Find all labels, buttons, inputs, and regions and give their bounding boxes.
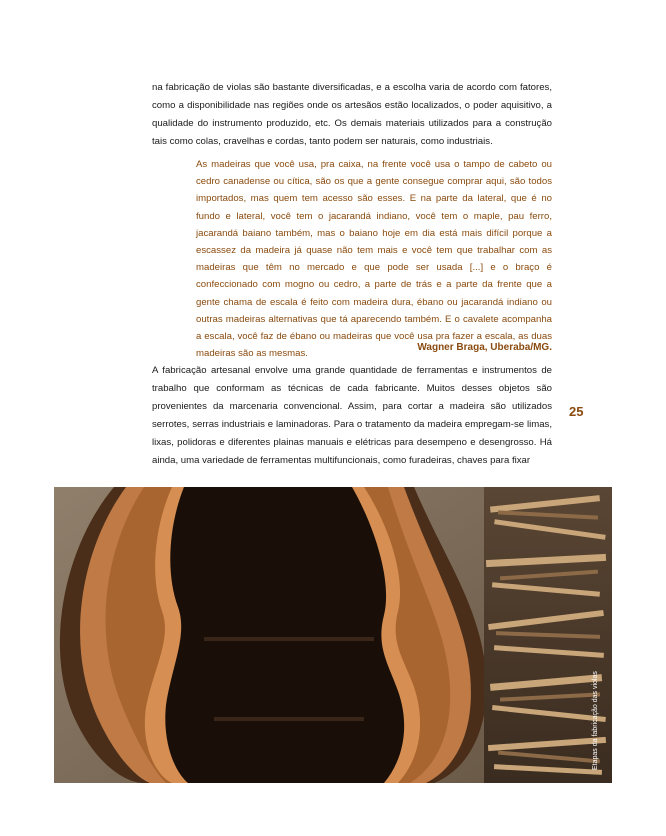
body-paragraph-2: A fabricação artesanal envolve uma grande quantidade de ferramentas e instrumentos de trabalho que conformam as técnicas de cada fabricante. Muitos desses objetos são provenientes da marcenaria convencional. Assim, para cortar a madeira são utilizados serrotes, serras industriais e laminadoras. Para o tratamento da madeira empregam-se limas, lixas, polidoras e diferentes plainas manuais e elétricas para desempeno e desengrosso. Há ainda, uma variedade de ferramentas multifuncionais, como furadeiras, chaves para fixar xyxy=(152,365,552,466)
interview-quote: As madeiras que você usa, pra caixa, na frente você usa o tampo de cabeto ou cedro canadense ou cítica, são os que a gente consegue comprar aqui, são todos importados, mas quem tem acesso são esses. E na parte da lateral, que é no fundo e lateral, você tem o jacarandá indiano, você tem o maple, pau ferro, jacarandá baiano também, mas o baiano hoje em dia está mais difícil porque a escassez da madeira já quase não tem mais e você tem que trabalhar com as madeiras que têm no mercado e que pode ser usada [...] e o braço é confeccionado com mogno ou cedro, a parte de trás e a parte da frente que a gente chama de escala é feito com madeira dura, ébano ou jacarandá indiano ou outras madeiras alternativas que tá aparecendo também. E o cavalete acompanha a escala, você faz de ébano ou madeiras que você usa pra fazer a escala, as duas madeiras são as mesmas. xyxy=(196,159,552,360)
page-number: 25 xyxy=(569,404,584,419)
photo-credit: Etapas da fabricação das violas xyxy=(592,671,599,770)
body-paragraph-1: na fabricação de violas são bastante diversificadas, e a escolha varia de acordo com fatores, como a disponibilidade nas regiões onde os artesãos estão localizados, o poder aquisitivo, a qualidade do instrumento produzido, etc. Os demais materiais utilizados para a construção tais como colas, cravelhas e cordas, tanto podem ser naturais, como industriais. xyxy=(152,82,552,147)
quote-attribution: Wagner Braga, Uberaba/MG. xyxy=(417,342,552,353)
photo-illustration xyxy=(54,487,612,783)
guitar-workshop-photo xyxy=(54,487,612,783)
